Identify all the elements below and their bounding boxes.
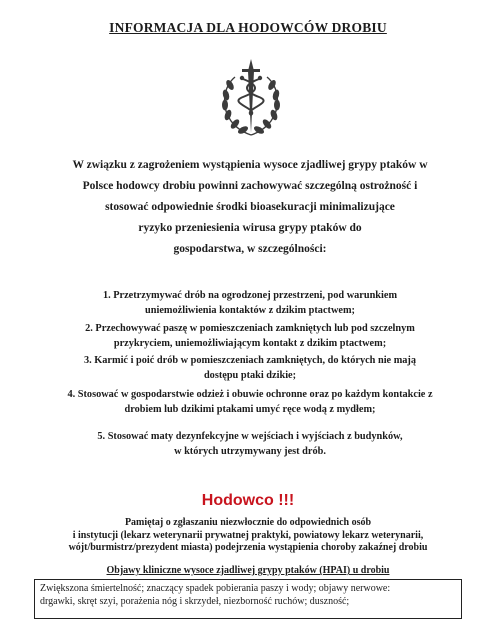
intro-line: gospodarstwa, w szczególności: bbox=[173, 243, 327, 255]
hodowco-heading: Hodowco !!! bbox=[201, 492, 295, 509]
page-title: INFORMACJA DLA HODOWCÓW DROBIU bbox=[109, 20, 387, 35]
intro-paragraph bbox=[40, 155, 460, 260]
rule-line: drobiem lub dzikimi ptakami umyć ręce wodą z mydłem; bbox=[124, 404, 376, 415]
rule-line: 2. Przechowywać paszę w pomieszczeniach zamkniętych lub pod szczelnym bbox=[85, 323, 415, 334]
rule-line: przykryciem, uniemożliwiającym kontakt z dzikim ptactwem; bbox=[113, 338, 387, 349]
rule-line: 4. Stosować w gospodarstwie odzież i obuwie ochronne oraz po każdym kontakcie z bbox=[67, 389, 433, 400]
symptoms-box bbox=[34, 579, 462, 619]
intro-line: stosować odpowiednie środki bioasekuracji minimalizujące bbox=[105, 201, 395, 213]
rule-line: 1. Przetrzymywać drób na ogrodzonej przestrzeni, pod warunkiem bbox=[102, 290, 398, 301]
rule-item-5 bbox=[30, 429, 470, 459]
rule-line: 3. Karmić i poić drób w pomieszczeniach zamkniętych, do których nie mają bbox=[83, 355, 417, 366]
symptoms-line: drgawki, skręt szyi, porażenia nóg i skrzydeł, niezborność ruchów; duszność; bbox=[40, 595, 350, 607]
rule-item-2 bbox=[30, 321, 470, 351]
notice-line: Pamiętaj o zgłaszaniu niezwłocznie do odpowiednich osób bbox=[124, 517, 372, 528]
intro-line: ryzyko przeniesienia wirusa grypy ptaków do bbox=[138, 222, 362, 234]
rule-item-3 bbox=[30, 353, 470, 383]
reporting-notice bbox=[20, 517, 476, 555]
symptoms-heading: Objawy kliniczne wysoce zjadliwej grypy ptaków (HPAI) u drobiu bbox=[106, 565, 390, 576]
intro-line: Polsce hodowcy drobiu powinni zachowywać szczególną ostrożność i bbox=[82, 180, 418, 192]
notice-line: i instytucji (lekarz weterynarii prywatnej praktyki, powiatowy lekarz weterynarii, bbox=[72, 529, 424, 541]
rule-item-4 bbox=[30, 387, 470, 417]
rule-line: w których utrzymywany jest drób. bbox=[174, 446, 326, 457]
rule-line: dostępu ptaki dzikie; bbox=[203, 370, 297, 381]
rule-line: uniemożliwienia kontaktów z dzikim ptactwem; bbox=[145, 305, 355, 316]
rule-line: 5. Stosować maty dezynfekcyjne w wejściach i wyjściach z budynków, bbox=[97, 431, 403, 442]
rule-item-1 bbox=[30, 288, 470, 318]
notice-line: wójt/burmistrz/prezydent miasta) podejrzenia wystąpienia choroby zakaźnej drobiu bbox=[68, 542, 428, 553]
customs-emblem-icon bbox=[213, 55, 289, 145]
symptoms-line: Zwiększona śmiertelność; znaczący spadek pobierania paszy i wody; objawy nerwowe: bbox=[40, 583, 391, 594]
intro-line: W związku z zagrożeniem wystąpienia wysoce zjadliwej grypy ptaków w bbox=[72, 159, 428, 171]
